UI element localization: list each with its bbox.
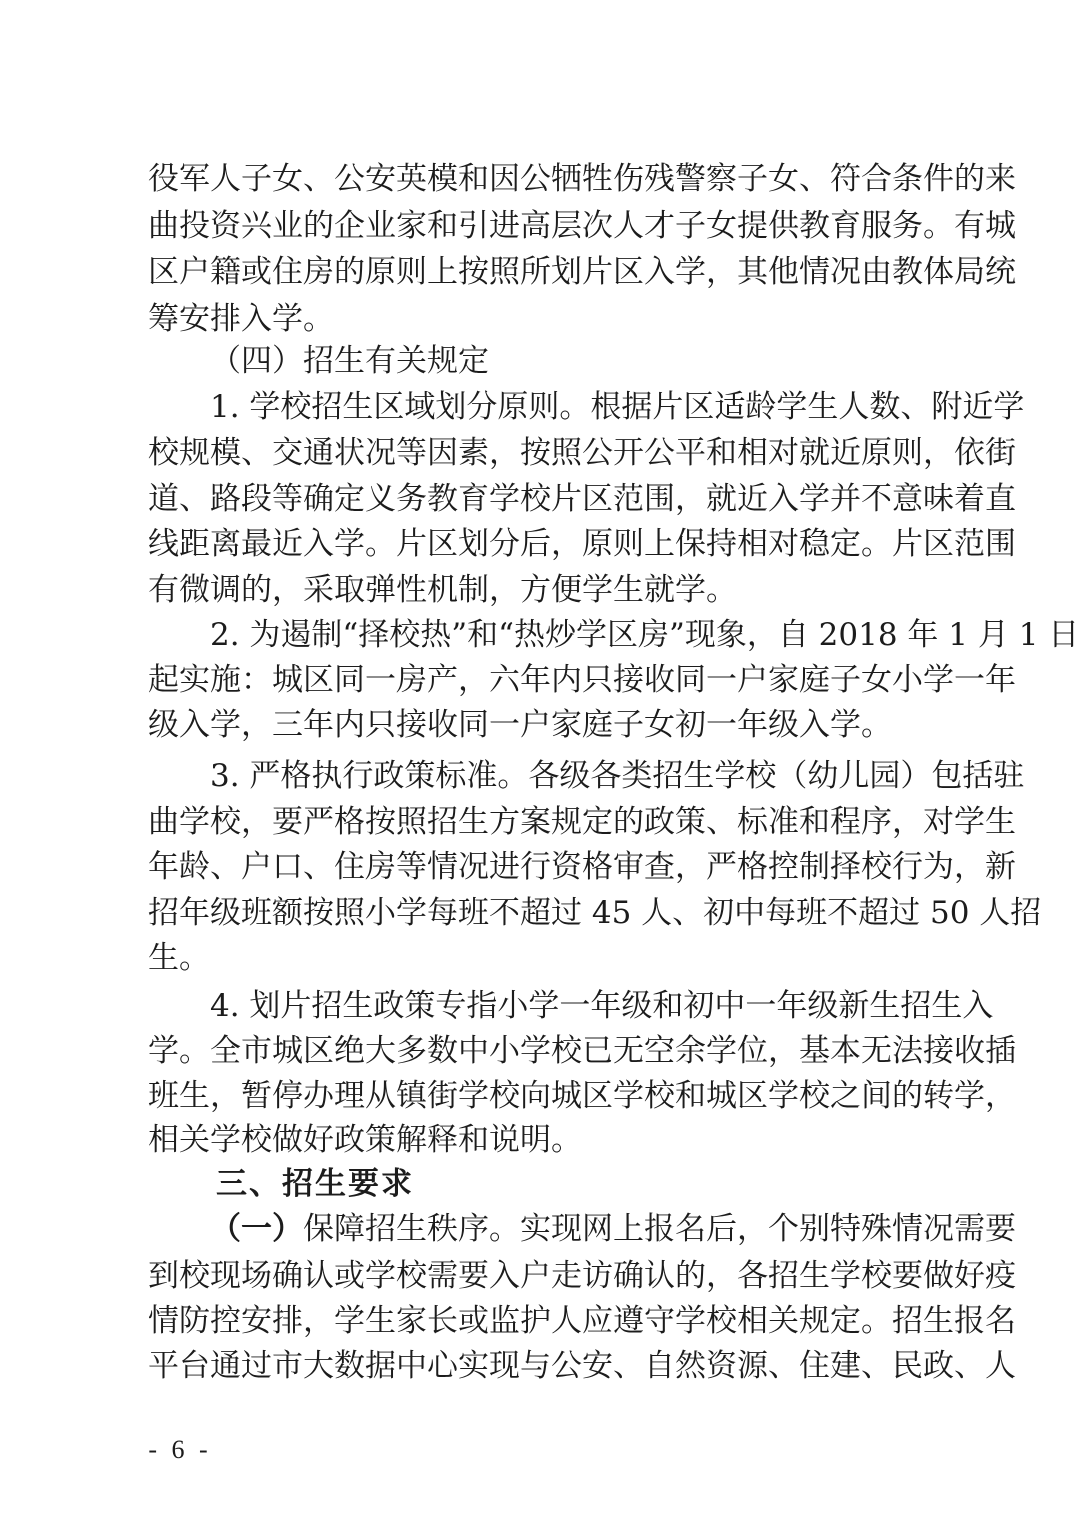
paragraph-line: 曲学校，要严格按照招生方案规定的政策、标准和程序，对学生 bbox=[148, 804, 1016, 840]
paragraph-line: 级入学，三年内只接收同一户家庭子女初一年级入学。 bbox=[148, 707, 892, 743]
section-heading: 三、招生要求 bbox=[216, 1166, 414, 1202]
paragraph-line: 筹安排入学。 bbox=[148, 301, 334, 337]
paragraph-line: 有微调的，采取弹性机制，方便学生就学。 bbox=[148, 572, 737, 608]
section-subheading: （四）招生有关规定 bbox=[210, 343, 489, 379]
paragraph-text: 保障招生秩序。实现网上报名后，个别特殊情况需要 bbox=[303, 1211, 1016, 1247]
paragraph-line: 役军人子女、公安英模和因公牺牲伤残警察子女、符合条件的来 bbox=[148, 161, 1016, 197]
paragraph-line: 学。全市城区绝大多数中小学校已无空余学位，基本无法接收插 bbox=[148, 1033, 1016, 1069]
paragraph-line: 招年级班额按照小学每班不超过 45 人、初中每班不超过 50 人招 bbox=[148, 895, 1042, 931]
paragraph-line: 曲投资兴业的企业家和引进高层次人才子女提供教育服务。有城 bbox=[148, 208, 1016, 244]
paragraph-line: 校规模、交通状况等因素，按照公开公平和相对就近原则，依街 bbox=[148, 435, 1016, 471]
paragraph-line: 生。 bbox=[148, 940, 210, 976]
paragraph-line: 平台通过市大数据中心实现与公安、自然资源、住建、民政、人 bbox=[148, 1348, 1016, 1384]
paragraph-line bbox=[210, 1206, 1016, 1252]
paragraph-line: 2. 为遏制“择校热”和“热炒学区房”现象，自 2018 年 1 月 1 日 bbox=[210, 617, 1080, 653]
paragraph-line: 1. 学校招生区域划分原则。根据片区适龄学生人数、附近学 bbox=[210, 389, 1025, 425]
paragraph-line: 线距离最近入学。片区划分后，原则上保持相对稳定。片区范围 bbox=[148, 526, 1016, 562]
paragraph-line: 班生，暂停办理从镇街学校向城区学校和城区学校之间的转学， bbox=[148, 1078, 1016, 1114]
paragraph-line: 年龄、户口、住房等情况进行资格审查，严格控制择校行为，新 bbox=[148, 849, 1016, 885]
paragraph-line: 4. 划片招生政策专指小学一年级和初中一年级新生招生入 bbox=[210, 988, 994, 1024]
subsection-lead: （一） bbox=[210, 1211, 303, 1247]
paragraph-line: 起实施：城区同一房产，六年内只接收同一户家庭子女小学一年 bbox=[148, 662, 1016, 698]
paragraph-line: 道、路段等确定义务教育学校片区范围，就近入学并不意味着直 bbox=[148, 481, 1016, 517]
paragraph-line: 3. 严格执行政策标准。各级各类招生学校（幼儿园）包括驻 bbox=[210, 758, 1025, 794]
page-number: - 6 - bbox=[148, 1435, 212, 1464]
paragraph-line: 相关学校做好政策解释和说明。 bbox=[148, 1122, 582, 1158]
paragraph-line: 情防控安排，学生家长或监护人应遵守学校相关规定。招生报名 bbox=[148, 1303, 1016, 1339]
paragraph-line: 区户籍或住房的原则上按照所划片区入学，其他情况由教体局统 bbox=[148, 254, 1016, 290]
paragraph-line: 到校现场确认或学校需要入户走访确认的，各招生学校要做好疫 bbox=[148, 1258, 1016, 1294]
